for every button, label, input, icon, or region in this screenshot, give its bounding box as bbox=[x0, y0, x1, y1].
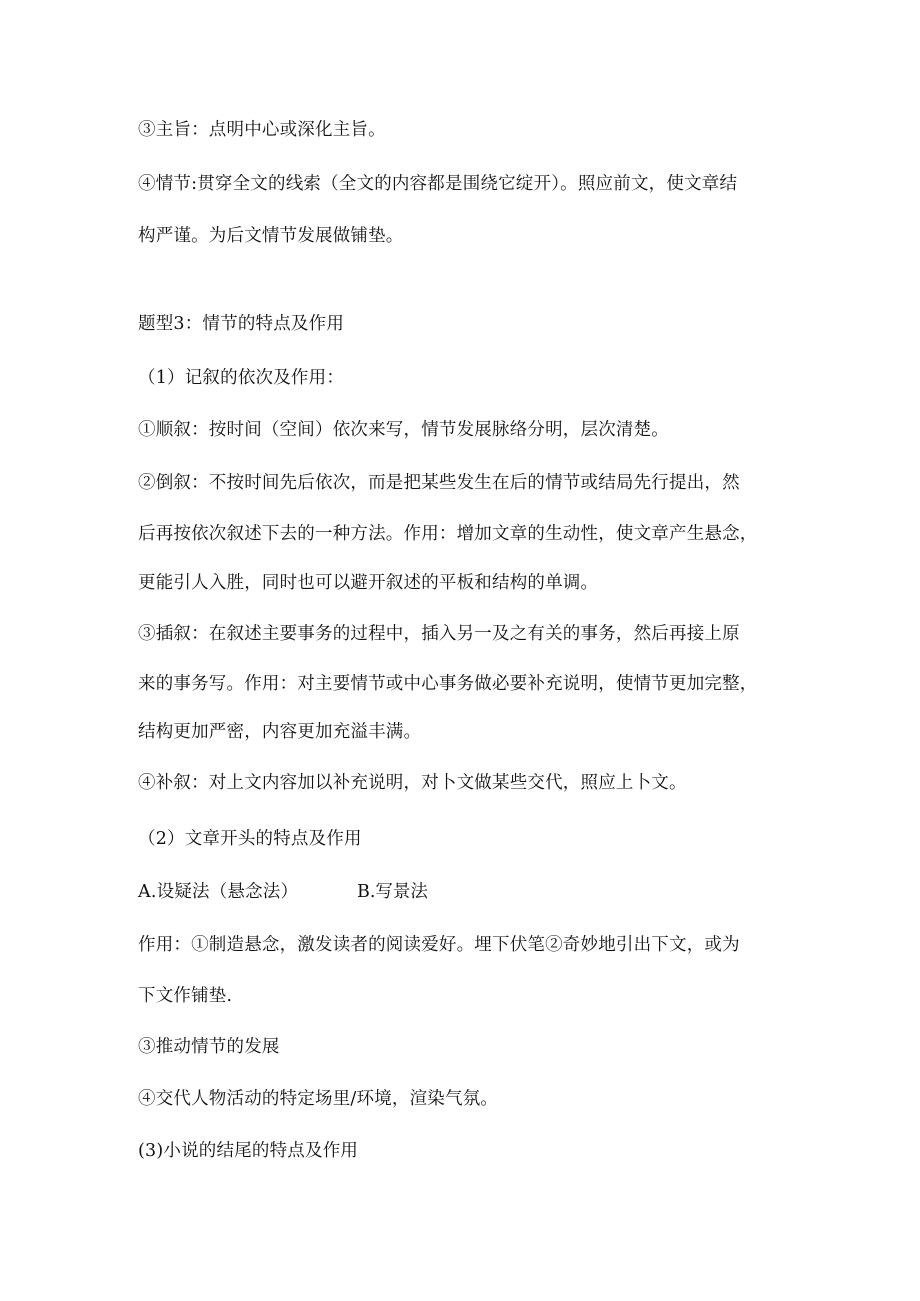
subsection-heading: （2）文章开头的特点及作用 bbox=[138, 829, 362, 849]
method-b: B.写景法 bbox=[357, 882, 428, 902]
paragraph-line: 结构更加严密，内容更加充溢丰满。 bbox=[138, 722, 422, 742]
paragraph-line: ③推动情节的发展 bbox=[138, 1037, 280, 1057]
paragraph-line: 下文作铺垫. bbox=[138, 986, 233, 1006]
paragraph-line: ④交代人物活动的特定场里/环境，渲染气氛。 bbox=[138, 1089, 499, 1109]
paragraph-line: ④补叙：对上文内容加以补充说明，对卜文做某些交代，照应上卜文。 bbox=[138, 773, 687, 793]
subsection-heading: （1）记叙的依次及作用： bbox=[138, 368, 345, 388]
method-a: A.设疑法（悬念法） bbox=[138, 882, 299, 902]
paragraph-line: 作用：①制造悬念，激发读者的阅读爱好。埋下伏笔②奇妙地引出下文，或为 bbox=[138, 935, 740, 955]
paragraph-line: ③插叙：在叙述主要事务的过程中，插入另一及之有关的事务，然后再接上原 bbox=[138, 624, 740, 644]
paragraph-line: ③主旨：点明中心或深化主旨。 bbox=[138, 120, 386, 140]
paragraph-line: 来的事务写。作用：对主要情节或中心事务做必要补充说明，使情节更加完整， bbox=[138, 674, 758, 694]
paragraph-line: ④情节:贯穿全文的线索（全文的内容都是围绕它绽开）。照应前文，使文章结 bbox=[138, 174, 738, 194]
paragraph-line: 更能引人入胜，同时也可以避开叙述的平板和结构的单调。 bbox=[138, 573, 599, 593]
paragraph-line: ①顺叙：按时间（空间）依次来写，情节发展脉络分明，层次清楚。 bbox=[138, 420, 669, 440]
subsection-heading: (3)小说的结尾的特点及作用 bbox=[138, 1141, 359, 1161]
paragraph-line: 构严谨。为后文情节发展做铺垫。 bbox=[138, 226, 404, 246]
paragraph-line: 后再按依次叙述下去的一种方法。作用：增加文章的生动性，使文章产生悬念， bbox=[138, 524, 758, 544]
paragraph-line: ②倒叙：不按时间先后依次，而是把某些发生在后的情节或结局先行提出，然 bbox=[138, 473, 740, 493]
section-heading: 题型3：情节的特点及作用 bbox=[138, 314, 345, 334]
